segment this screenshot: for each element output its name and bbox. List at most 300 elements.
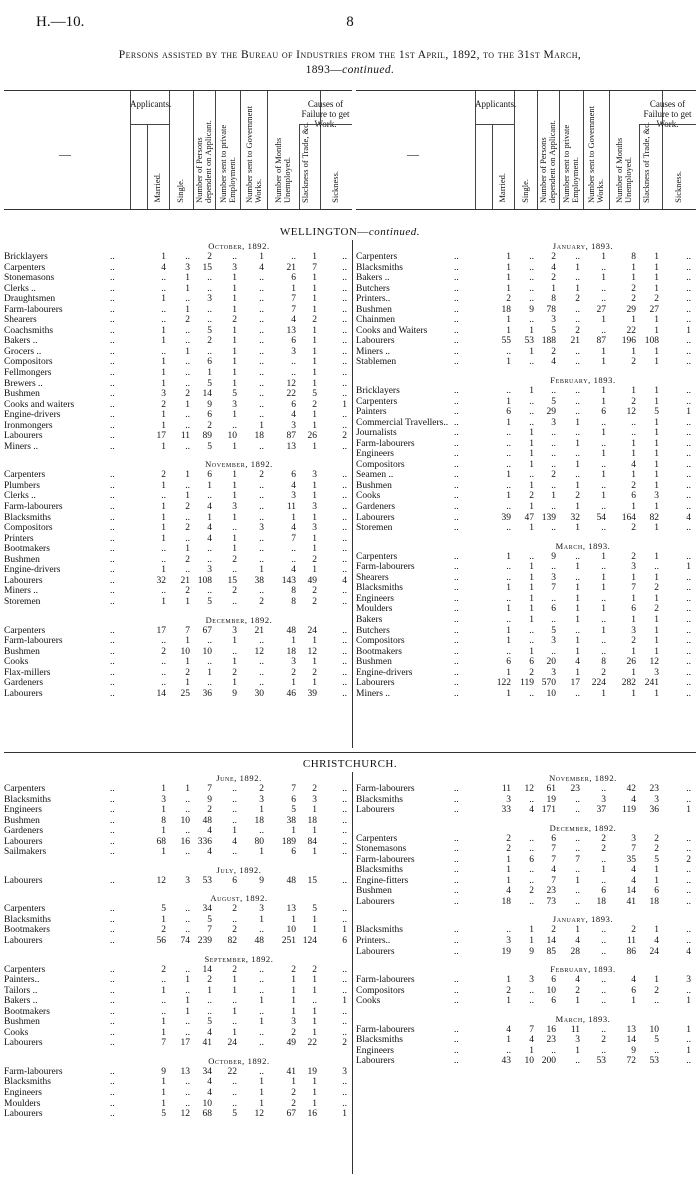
table-cell: .. [342,836,347,847]
table-cell: 1 [654,396,659,407]
table-cell: 2 [654,294,659,305]
table-cell: .. [185,368,190,379]
table-cell: 1 [601,470,606,481]
table-cell: 10 [227,431,237,442]
city-heading [0,226,700,238]
table-cell: 8 [291,596,296,607]
occupation-name: Farm-labourers [356,438,415,449]
occupation-name: Tailors .. [4,985,38,996]
table-cell: 1 [291,512,296,523]
leader-dots: .. [454,583,459,594]
table-cell: 4 [291,315,296,326]
table-cell: 11 [626,936,636,947]
table-cell: 1 [312,480,317,491]
table-cell: 1 [312,491,317,502]
table-cell: .. [342,283,347,294]
table-cell: 1 [259,565,264,576]
table-cell: 1 [207,512,212,523]
table-row [4,565,352,576]
table-cell: 1 [161,252,166,262]
table-cell: 6 [654,886,659,897]
table-row [356,1035,696,1046]
table-cell: 1 [185,1006,190,1017]
leader-dots: .. [110,985,115,996]
table-cell: 18 [286,646,296,657]
occupation-name: Brewers .. [4,378,43,389]
table-cell: 36 [649,805,659,816]
table-cell: .. [185,357,190,368]
table-cell: 8 [551,294,556,305]
header-sickness: Sickness. [673,171,683,203]
table-cell: 26 [307,431,317,442]
table-cell: .. [601,614,606,625]
table-row [4,410,352,421]
table-cell: 1 [631,273,636,284]
table-cell: 2 [601,833,606,844]
table-cell: .. [185,904,190,915]
table-cell: .. [575,886,580,897]
table-cell: 19 [546,794,556,805]
table-cell: 3 [185,262,190,273]
table-cell: 53 [649,1056,659,1067]
table-cell: .. [207,315,212,326]
table-cell: 7 [185,625,190,636]
table-cell: 2 [575,491,580,502]
table-cell: .. [259,667,264,678]
table-cell: .. [529,396,534,407]
table-cell: 17 [156,625,166,636]
table-cell: 1 [161,1088,166,1099]
leader-dots: .. [110,936,115,947]
table-row [4,263,352,274]
leader-dots: .. [110,399,115,410]
occupation-name: Bakers .. [4,336,38,347]
table-cell: 4 [291,480,296,491]
table-cell: .. [259,480,264,491]
table-cell: 1 [312,346,317,357]
leader-dots: .. [454,784,459,794]
leader-dots: .. [454,896,459,907]
leader-dots: .. [454,562,459,573]
table-row [356,844,696,855]
table-cell: 1 [686,996,691,1007]
table-row [4,1077,352,1088]
table-cell: 9 [259,875,264,886]
table-cell: 2 [551,470,556,481]
table-cell: .. [601,636,606,647]
table-row [4,294,352,305]
table-row [4,876,352,887]
table-cell: .. [185,826,190,837]
leader-dots: .. [110,678,115,689]
table-cell: .. [686,865,691,876]
table-cell: 8 [161,815,166,826]
occupation-name: Compositors [356,459,405,470]
table-cell: 1 [312,336,317,347]
leader-dots: .. [110,586,115,597]
table-cell: .. [506,449,511,460]
table-cell: .. [601,925,606,936]
table-cell: 1 [185,975,190,986]
table-row [356,689,696,700]
table-cell: 33 [501,805,511,816]
table-cell: .. [207,657,212,668]
table-cell: 2 [207,336,212,347]
table-cell: .. [529,794,534,805]
table-cell: 21 [180,575,190,586]
table-cell: 11 [501,784,511,794]
column-divider [352,772,353,1174]
table-cell: 1 [342,996,347,1007]
table-cell: 30 [254,688,264,699]
table-cell: .. [185,441,190,452]
table-cell: 3 [654,491,659,502]
table-cell: .. [342,1027,347,1038]
table-cell: 3 [312,523,317,534]
leader-dots: .. [454,614,459,625]
leader-dots: .. [110,914,115,925]
table-cell: .. [529,688,534,699]
table-cell: 2 [631,636,636,647]
leader-dots: .. [110,315,115,326]
occupation-name: Commercial Travellers.. [356,417,449,428]
table-cell: 25 [180,688,190,699]
table-cell: .. [259,636,264,647]
table-cell: 251 [281,936,296,947]
table-cell: 10 [286,925,296,936]
table-cell: .. [232,523,237,534]
table-cell: .. [551,502,556,513]
table-cell: 1 [312,985,317,996]
table-cell: 1 [601,315,606,326]
table-cell: 21 [570,336,580,347]
table-row [356,263,696,274]
occupation-name: Carpenters [4,470,46,481]
table-cell: 2 [161,964,166,975]
table-cell: .. [686,896,691,907]
table-cell: 1 [291,975,296,986]
table-cell: 34 [202,904,212,915]
table-cell: 14 [626,886,636,897]
table-row [356,273,696,284]
table-cell: 1 [161,294,166,305]
table-cell: 1 [506,975,511,986]
table-cell: 1 [506,262,511,273]
table-cell: 85 [546,946,556,957]
table-cell: .. [232,805,237,816]
occupation-name: Seamen .. [356,470,394,481]
table-cell: 1 [575,1045,580,1056]
table-row [4,936,352,947]
header-group-rule [299,124,352,125]
table-cell: 1 [529,604,534,615]
header-government: Number sent to Government Works. [586,105,605,203]
table-cell: .. [232,847,237,858]
table-cell: .. [686,459,691,470]
occupation-name: Blacksmiths [356,865,403,876]
header-dependent: Number of Persons dependent on Applicant. [538,120,557,203]
occupation-name: Bushmen [4,1017,40,1028]
table-row [356,834,696,845]
table-cell: .. [207,544,212,555]
table-cell: .. [185,914,190,925]
table-cell: 2 [551,925,556,936]
table-cell: .. [575,346,580,357]
leader-dots: .. [110,646,115,657]
table-cell: 3 [259,904,264,915]
occupation-name: Labourers [356,1056,395,1067]
table-cell: 5 [551,325,556,336]
table-cell: 2 [312,586,317,597]
occupation-name: Carpenters [4,964,46,975]
table-cell: .. [686,925,691,936]
table-cell: 1 [654,646,659,657]
table-cell: .. [686,844,691,855]
table-cell: .. [686,336,691,347]
table-cell: 22 [227,1066,237,1077]
table-cell: .. [601,975,606,986]
table-cell: 282 [621,678,636,689]
table-cell: 82 [649,512,659,523]
table-cell: 4 [631,865,636,876]
table-cell: .. [551,1045,556,1056]
table-cell: 1 [291,1077,296,1088]
month-heading: November, 1892. [549,773,617,783]
table-cell: 2 [291,1098,296,1109]
table-cell: .. [342,336,347,347]
leader-dots: .. [454,636,459,647]
leader-dots: .. [110,836,115,847]
table-cell: 1 [291,1006,296,1017]
table-cell: 7 [161,1038,166,1049]
table-row [4,389,352,400]
occupation-name: Labourers [356,336,395,347]
table-cell: 3 [185,875,190,886]
table-row [4,357,352,368]
table-cell: 1 [529,459,534,470]
table-cell: .. [259,925,264,936]
table-cell: 1 [575,925,580,936]
table-cell: 12 [649,657,659,668]
table-row [4,1099,352,1110]
table-cell: 1 [232,512,237,523]
table-cell: 1 [506,315,511,326]
leader-dots: .. [454,502,459,513]
table-cell: 2 [551,346,556,357]
occupation-name: Printers [4,533,34,544]
table-cell: .. [185,805,190,816]
leader-dots: .. [110,875,115,886]
table-cell: .. [291,368,296,379]
table-cell: 1 [232,826,237,837]
leader-dots: .. [110,794,115,805]
leader-dots: .. [110,1066,115,1077]
table-cell: 2 [506,844,511,855]
city-name: CHRISTCHURCH. [302,758,398,770]
table-cell: 1 [161,596,166,607]
table-cell: 1 [232,985,237,996]
occupation-name: Engine-drivers [4,410,61,421]
table-cell: .. [259,346,264,357]
table-cell: .. [529,985,534,996]
table-cell: 1 [631,449,636,460]
occupation-name: Shearers [356,572,389,583]
leader-dots: .. [454,386,459,397]
table-cell: 1 [631,688,636,699]
table-cell: 1 [232,1006,237,1017]
table-cell: .. [185,1027,190,1038]
leader-dots: .. [110,554,115,565]
table-cell: .. [185,420,190,431]
table-cell: .. [686,262,691,273]
table-cell: 1 [601,346,606,357]
occupation-name: Shearers [4,315,37,326]
table-cell: 1 [259,1088,264,1099]
table-cell: 2 [654,833,659,844]
occupation-name: Grocers .. [4,346,42,357]
table-row [356,986,696,997]
table-cell: 54 [596,512,606,523]
table-cell: 2 [506,833,511,844]
table-cell: 1 [631,667,636,678]
occupation-name: Bushmen [356,657,392,668]
table-cell: .. [686,678,691,689]
table-cell: .. [686,985,691,996]
table-cell: .. [686,593,691,604]
table-row [4,925,352,936]
table-cell: 1 [291,636,296,647]
leader-dots: .. [454,315,459,326]
table-cell: .. [342,667,347,678]
table-cell: .. [342,975,347,986]
table-cell: .. [342,646,347,657]
table-cell: .. [575,833,580,844]
table-cell: 9 [631,1045,636,1056]
table-cell: .. [342,262,347,273]
occupation-name: Labourers [4,936,43,947]
table-cell: 2 [631,294,636,305]
occupation-name: Farm-labourers [4,502,63,513]
table-cell: .. [232,815,237,826]
leader-dots: .. [454,294,459,305]
month-heading: November, 1892. [205,459,273,470]
leader-dots: .. [454,273,459,284]
table-cell: .. [601,936,606,947]
occupation-name: Bushmen [356,304,392,315]
table-cell: 18 [307,815,317,826]
table-cell: 7 [529,1024,534,1035]
table-cell: 2 [312,315,317,326]
table-cell: 4 [207,826,212,837]
leader-dots: .. [454,407,459,418]
table-cell: 1 [312,304,317,315]
table-cell: 47 [524,512,534,523]
table-cell: .. [551,386,556,397]
month-heading: October, 1892. [208,241,270,251]
table-cell: 2 [312,399,317,410]
table-row [356,855,696,866]
table-cell: 34 [202,1066,212,1077]
table-cell: .. [342,378,347,389]
table-cell: .. [342,389,347,400]
table-cell: 1 [601,428,606,439]
title-year: 1893— [305,64,343,76]
table-cell: 2 [232,964,237,975]
table-cell: .. [551,459,556,470]
table-cell: .. [506,1045,511,1056]
table-row [4,336,352,347]
table-cell: 1 [207,368,212,379]
leader-dots: .. [454,886,459,897]
occupation-name: Painters [356,407,387,418]
table-cell: 1 [342,399,347,410]
table-cell: 6 [207,410,212,421]
table-row [4,837,352,848]
header-divider [492,124,493,209]
table-cell: 1 [601,865,606,876]
table-cell: 241 [644,678,659,689]
table-cell: .. [342,904,347,915]
table-cell: 2 [575,325,580,336]
occupation-name: Farm-labourers [4,304,63,315]
table-cell: .. [601,784,606,794]
table-cell: 5 [161,1109,166,1120]
table-cell: 1 [601,583,606,594]
leader-dots: .. [110,304,115,315]
table-cell: 1 [506,491,511,502]
table-cell: 80 [254,836,264,847]
table-cell: 1 [161,336,166,347]
table-cell: 6 [551,604,556,615]
table-cell: 124 [302,936,317,947]
table-row [356,336,696,347]
header-single: Single. [519,179,530,203]
table-cell: .. [259,826,264,837]
table-cell: 14 [202,389,212,400]
table-cell: .. [259,325,264,336]
table-cell: .. [506,925,511,936]
leader-dots: .. [110,657,115,668]
table-cell: 6 [529,657,534,668]
header-group-rule [475,124,514,125]
table-cell: .. [342,847,347,858]
table-cell: 18 [254,815,264,826]
occupation-name: Blacksmiths [356,794,403,805]
table-cell: 2 [185,523,190,534]
table-cell: 1 [185,346,190,357]
table-cell: 1 [185,657,190,668]
table-cell: 1 [312,925,317,936]
table-cell: 3 [551,315,556,326]
table-cell: 2 [161,399,166,410]
table-cell: .. [575,407,580,418]
table-cell: 4 [291,565,296,576]
table-cell: 1 [161,985,166,996]
occupation-name: Carpenters [356,252,398,262]
table-cell: 1 [312,565,317,576]
table-cell: 14 [626,1035,636,1046]
table-cell: 1 [232,283,237,294]
table-cell: 5 [551,396,556,407]
occupation-name: Bootmakers [356,646,402,657]
table-cell: .. [232,565,237,576]
table-cell: 1 [631,470,636,481]
table-cell: 1 [575,262,580,273]
table-cell: 2 [575,294,580,305]
table-cell: 1 [312,378,317,389]
table-cell: 1 [312,273,317,284]
occupation-name: Labourers [4,875,43,886]
